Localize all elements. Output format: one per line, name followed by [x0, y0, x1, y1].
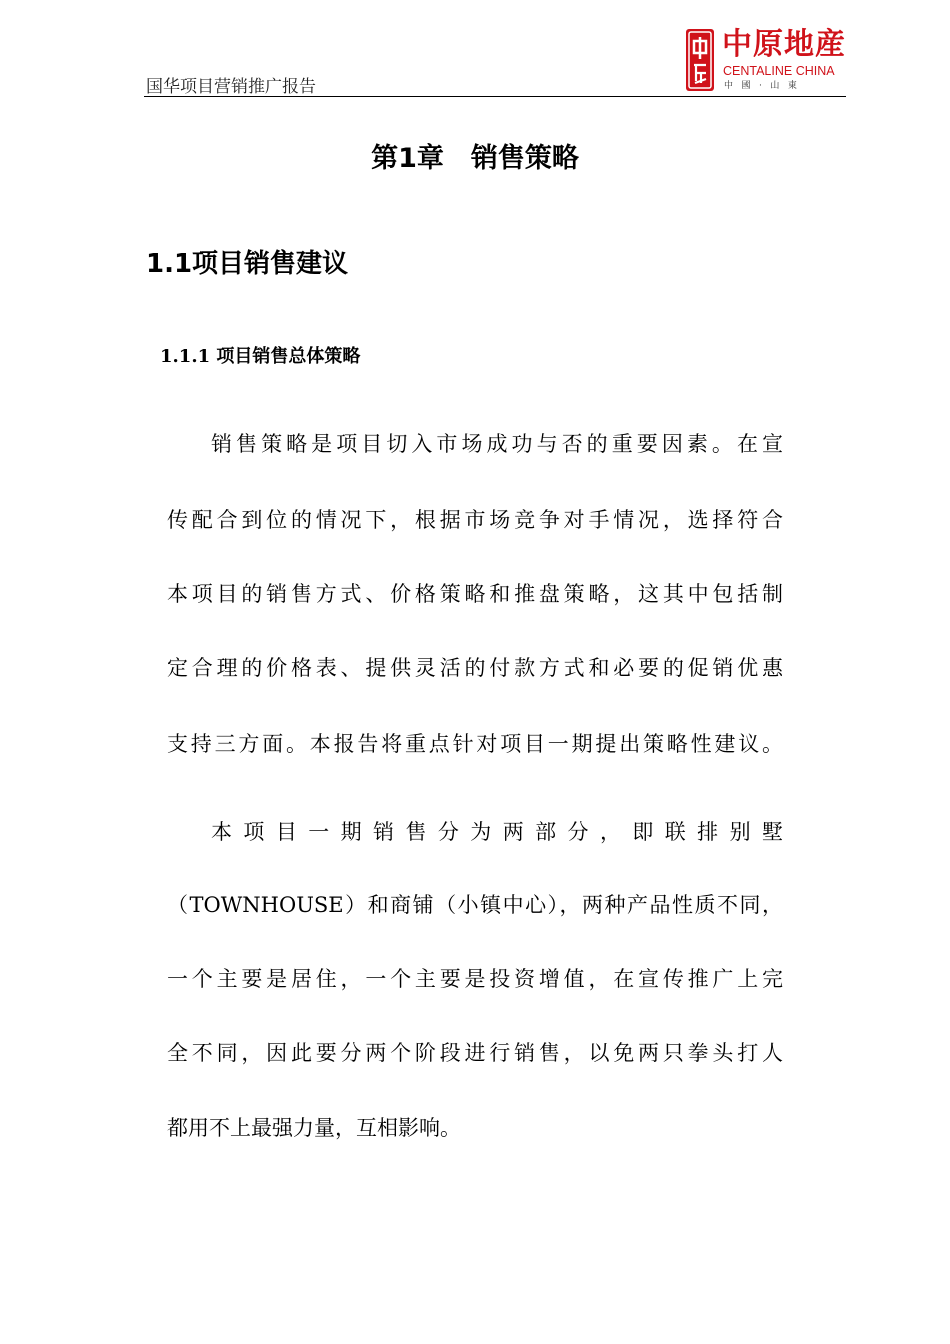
paragraph-line: 支持三方面。本报告将重点针对项目一期提出策略性建议。 — [167, 732, 783, 756]
seal-icon — [686, 29, 714, 91]
paragraph-line: 销售策略是项目切入市场成功与否的重要因素。在宣 — [211, 432, 783, 456]
paragraph-line: 一个主要是居住，一个主要是投资增值，在宣传推广上完 — [167, 967, 783, 991]
chapter-title: 第1章 销售策略 — [371, 143, 579, 174]
paragraph-line: 全不同，因此要分两个阶段进行销售，以免两只拳头打人 — [167, 1041, 783, 1065]
report-title: 国华项目营销推广报告 — [146, 77, 316, 97]
logo-chinese-name: 中原地産 — [722, 27, 846, 62]
paragraph-line: 传配合到位的情况下，根据市场竞争对手情况，选择符合 — [167, 508, 783, 532]
logo-region: 中國·山東 — [724, 81, 806, 91]
centaline-logo — [686, 27, 846, 95]
paragraph-line: 定合理的价格表、提供灵活的付款方式和必要的促销优惠 — [167, 656, 783, 680]
paragraph-line: 本项目的销售方式、价格策略和推盘策略，这其中包括制 — [167, 582, 783, 606]
paragraph-line: 本项目一期销售分为两部分，即联排别墅 — [211, 820, 783, 844]
subsection-title: 1.1.1 项目销售总体策略 — [160, 346, 361, 367]
header-divider — [144, 96, 846, 97]
section-title: 1.1项目销售建议 — [146, 249, 349, 279]
paragraph-line: 都用不上最强力量，互相影响。 — [167, 1116, 461, 1140]
logo-english-name: CENTALINE CHINA — [723, 64, 835, 78]
paragraph-line: （TOWNHOUSE）和商铺（小镇中心），两种产品性质不同， — [167, 893, 783, 917]
